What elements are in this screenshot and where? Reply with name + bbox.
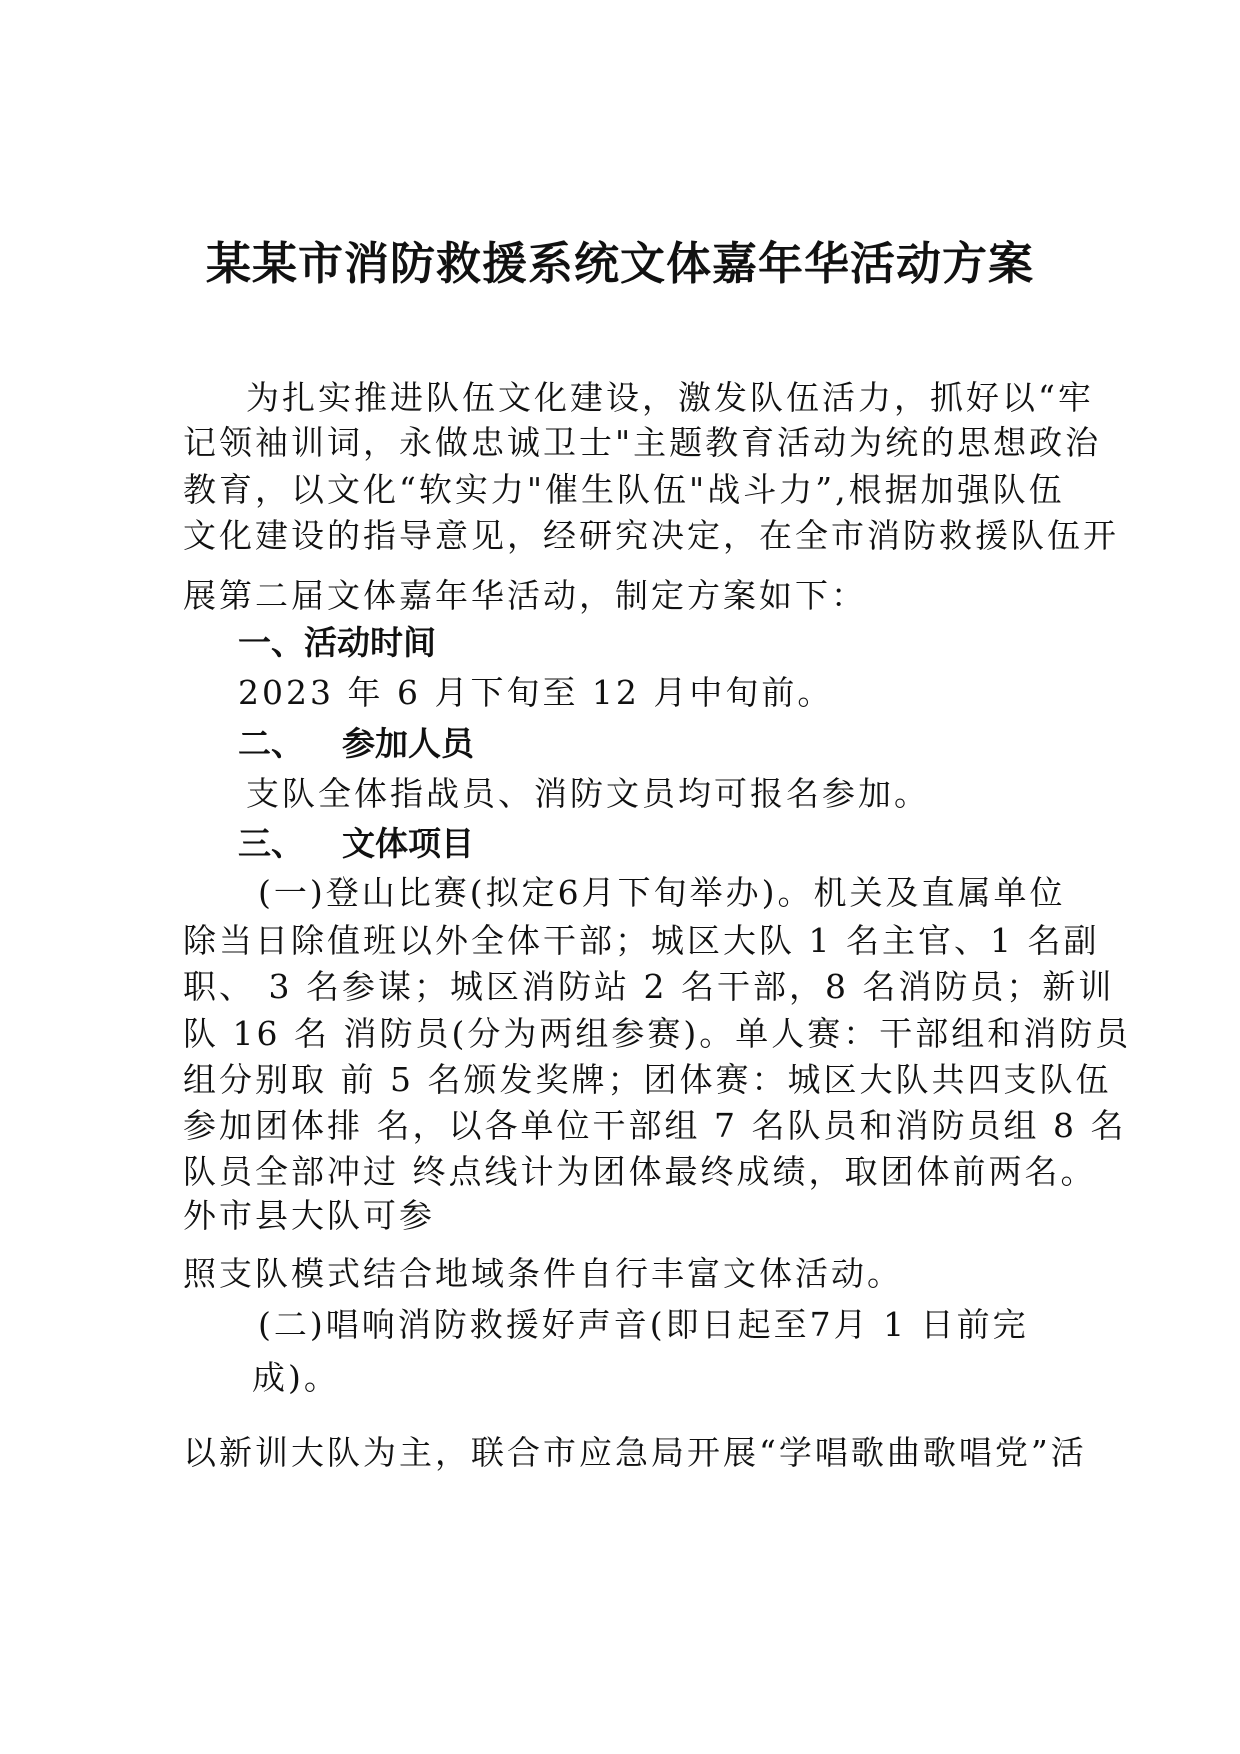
section-3-heading [238, 822, 474, 866]
item-1-line-6: 参加团体排 名，以各单位干部组 7 名队员和消防员组 8 名 [183, 1106, 1127, 1145]
section-1-heading: 一、活动时间 [238, 623, 436, 662]
intro-line-3: 教育，以文化“软实力"催生队伍"战斗力”,根据加强队伍 [183, 470, 1065, 509]
section-2-title: 参加人员 [342, 724, 474, 763]
section-3-title: 文体项目 [342, 824, 474, 863]
intro-line-4: 文化建设的指导意见，经研究决定，在全市消防救援队伍开 [183, 516, 1119, 555]
section-3-number: 三、 [238, 824, 304, 863]
section-2-heading [238, 722, 474, 766]
item-1-line-2: 除当日除值班以外全体干部；城区大队 1 名主官、1 名副 [183, 921, 1100, 960]
item-1-line-1: (一)登山比赛(拟定6月下旬举办)。机关及直属单位 [258, 873, 1066, 912]
item-2-line-1: (二)唱响消防救援好声音(即日起至7月 1 日前完 [258, 1305, 1029, 1344]
item-1-line-4: 队 16 名 消防员(分为两组参赛)。单人赛：干部组和消防员 [183, 1014, 1132, 1053]
item-1-line-3: 职、 3 名参谋；城区消防站 2 名干部，8 名消防员；新训 [183, 967, 1115, 1006]
section-2-number: 二、 [238, 724, 304, 763]
item-2-line-2: 成)。 [252, 1358, 340, 1397]
document-title: 某某市消防救援系统文体嘉年华活动方案 [205, 237, 1034, 290]
item-1-line-8: 外市县大队可参 [183, 1196, 435, 1235]
intro-line-2: 记领袖训词，永做忠诚卫士"主题教育活动为统的思想政治 [183, 423, 1102, 462]
section-2-body: 支队全体指战员、消防文员均可报名参加。 [246, 774, 930, 813]
item-1-line-9: 照支队模式结合地域条件自行丰富文体活动。 [183, 1254, 903, 1293]
item-1-line-7: 队员全部冲过 终点线计为团体最终成绩，取团体前两名。 [183, 1152, 1097, 1191]
item-1-line-5: 组分别取 前 5 名颁发奖牌；团体赛：城区大队共四支队伍 [183, 1060, 1112, 1099]
intro-line-5: 展第二届文体嘉年华活动，制定方案如下： [183, 576, 867, 615]
section-1-body: 2023 年 6 月下旬至 12 月中旬前。 [238, 673, 834, 712]
item-2-line-3: 以新训大队为主，联合市应急局开展“学唱歌曲歌唱党”活 [183, 1433, 1087, 1472]
intro-line-1: 为扎实推进队伍文化建设，激发队伍活力，抓好以“牢 [246, 378, 1094, 417]
